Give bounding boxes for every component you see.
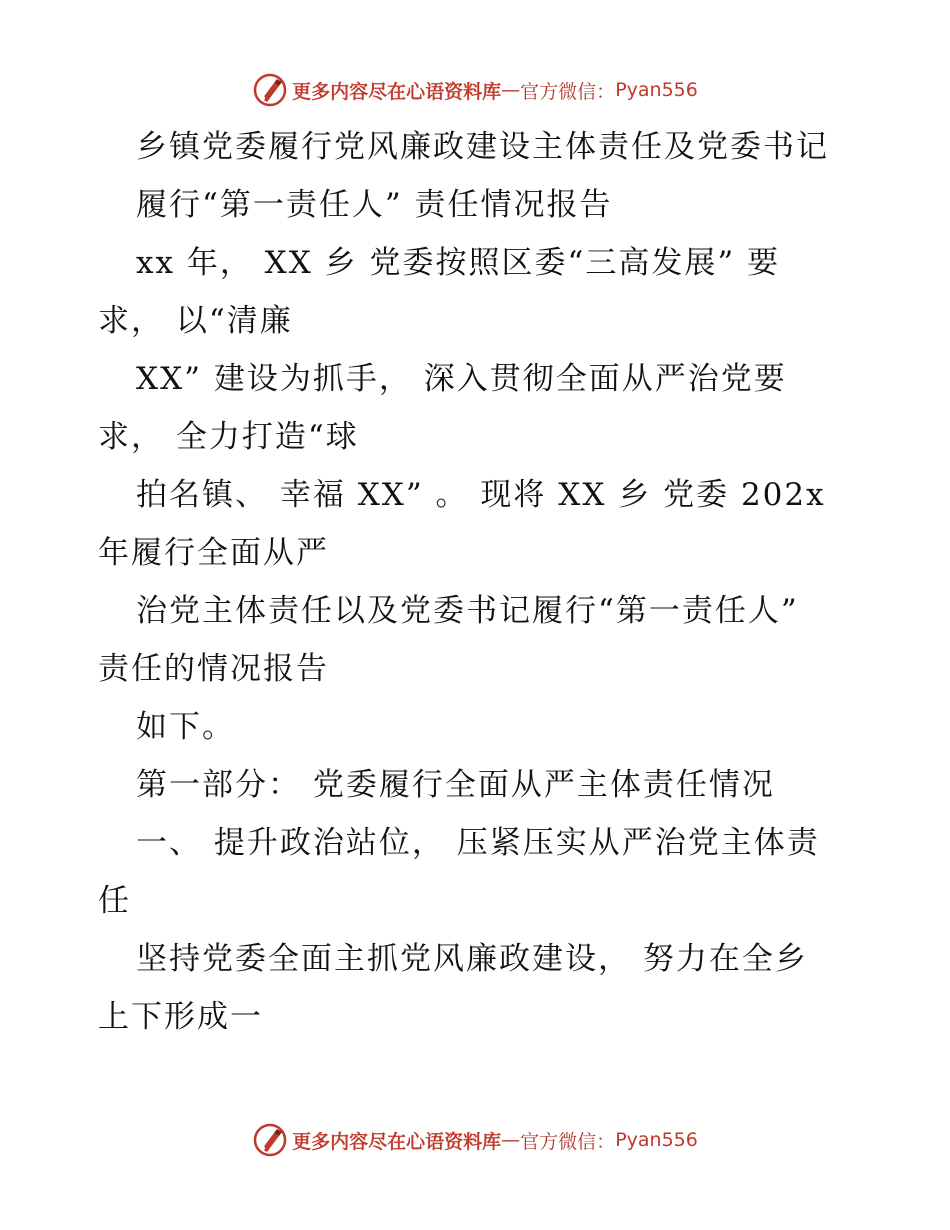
banner-main-text: 更多内容尽在心语资料库 xyxy=(292,1130,502,1153)
body-text-line: 任 xyxy=(98,883,131,919)
document-body xyxy=(98,118,868,1046)
body-text-line: 一、 提升政治站位， 压紧压实从严治党主体责 xyxy=(136,825,820,861)
body-text-line: 求， 全力打造“球 xyxy=(98,419,359,455)
header-banner xyxy=(0,70,950,110)
banner-separator: — xyxy=(501,79,521,101)
body-text-line: 治党主体责任以及党委书记履行“第一责任人” xyxy=(136,593,799,629)
banner-wechat-id: Pyan556 xyxy=(615,79,698,101)
banner-wechat-label: 官方微信： xyxy=(520,1130,616,1153)
banner-separator: — xyxy=(501,1129,521,1151)
body-text-line: 拍名镇、 幸福 XX” 。 现将 XX 乡 党委 202x xyxy=(136,477,826,513)
body-text-line: 乡镇党委履行党风廉政建设主体责任及党委书记 xyxy=(136,129,829,165)
body-text-line: 坚持党委全面主抓党风廉政建设， 努力在全乡 xyxy=(136,941,808,977)
body-text-line: 责任的情况报告 xyxy=(98,651,329,687)
banner-wechat-id: Pyan556 xyxy=(615,1129,698,1151)
pen-nib-logo-icon xyxy=(252,72,288,108)
pen-nib-logo-icon xyxy=(252,1122,288,1158)
body-text-line: 求， 以“清廉 xyxy=(98,303,293,339)
body-text-line: 年履行全面从严 xyxy=(98,535,329,571)
banner-wechat-label: 官方微信： xyxy=(520,80,616,103)
banner-main-text: 更多内容尽在心语资料库 xyxy=(292,80,502,103)
body-text-line: 上下形成一 xyxy=(98,999,263,1035)
body-text-line: 如下。 xyxy=(136,709,235,745)
body-text-line: xx 年， XX 乡 党委按照区委“三高发展” 要 xyxy=(136,245,781,281)
body-text-line: 第一部分： 党委履行全面从严主体责任情况 xyxy=(136,767,775,803)
body-text-line: 履行“第一责任人” 责任情况报告 xyxy=(136,187,613,223)
footer-banner xyxy=(0,1120,950,1160)
body-text-line: XX” 建设为抓手， 深入贯彻全面从严治党要 xyxy=(136,361,787,397)
